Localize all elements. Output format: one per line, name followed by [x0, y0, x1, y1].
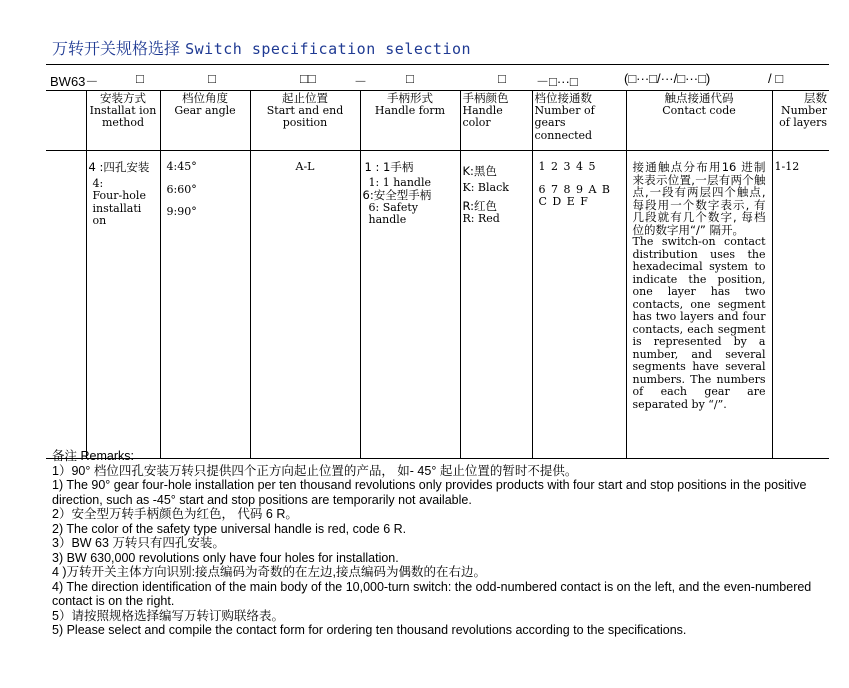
cell-color: K:黑色 K: Black R:红色 R: Red: [460, 151, 532, 459]
remarks-heading: 备注 Remarks:: [52, 449, 134, 463]
remark-line: 1) The 90° gear four-hole installation per ten thousand revolutions only provides products with four start and stop positions in the positive direction, such as -45° start and stop positions are temporarily not available.: [52, 478, 807, 507]
model-code-line: [46, 71, 829, 89]
header-install: 安装方式 Installat ion method: [86, 90, 160, 151]
cell-gears: 1 2 3 4 5 6 7 8 9 A B C D E F: [532, 151, 626, 459]
header-handle: 手柄形式 Handle form: [360, 90, 460, 151]
code-box-contact: (□···□/···/□···□): [624, 71, 711, 86]
code-box-handle: □: [406, 71, 414, 86]
table-row: [46, 151, 829, 459]
remark-line: 5）请按照规格选择编写万转订购联络表。: [52, 608, 284, 623]
header-layers: 层数 Number of layers: [772, 90, 829, 151]
cell-layers: 1-12: [772, 151, 829, 459]
title-en: Switch specification selection: [185, 40, 472, 58]
cell-blank: [46, 151, 86, 459]
header-gears: 档位接通数 Number of gears connected: [532, 90, 626, 151]
cell-install: 4 :四孔安装 4: Four-hole installati on: [86, 151, 160, 459]
code-box-layers: / □: [768, 71, 784, 86]
remark-line: 3) BW 630,000 revolutions only have four holes for installation.: [52, 550, 399, 565]
cell-position: A-L: [250, 151, 360, 459]
table-header-row: [46, 90, 829, 151]
remark-line: 2）安全型万转手柄颜色为红色， 代码 6 R。: [52, 507, 298, 521]
header-position: 起止位置 Start and end position: [250, 90, 360, 151]
top-rule: [46, 64, 829, 65]
cell-handle: 1 : 1手柄 1: 1 handle 6:安全型手柄 6: Safety handle: [360, 151, 460, 459]
header-contact: 触点接通代码 Contact code: [626, 90, 772, 151]
code-box-gears: －□···□: [536, 74, 578, 89]
code-box-install: □: [136, 71, 144, 86]
spec-table: [46, 90, 829, 459]
remark-line: 3）BW 63 万转只有四孔安装。: [52, 536, 225, 550]
page-title: [52, 36, 471, 59]
header-color: 手柄颜色 Handle color: [460, 90, 532, 151]
remark-line: 1）90° 档位四孔安装万转只提供四个正方向起止位置的产品， 如- 45° 起止位置的暂时不提供。: [52, 463, 578, 478]
code-box-angle: □: [208, 71, 216, 86]
code-prefix: BW63－: [50, 74, 99, 89]
header-blank: [46, 90, 86, 151]
title-zh: 万转开关规格选择: [52, 39, 181, 58]
header-angle: 档位角度 Gear angle: [160, 90, 250, 151]
code-box-position: □□: [300, 71, 316, 86]
cell-contact: 接通触点分布用16 进制来表示位置,一层有两个触点,一段有两层四个触点,每段用一个数字表示, 有几段就有几个数字, 每档位的数字用“/” 隔开。 The switch-on contact distribution uses the hexadecimal system to indicate the position, one layer has two contacts, one segment has two layers and four contacts, each segment is represented by a number, and several segments have several numbers. The numbers of each gear are separated by “/”.: [626, 151, 772, 459]
remark-line: 2) The color of the safety type universal handle is red, code 6 R.: [52, 521, 407, 536]
remarks: [52, 449, 822, 638]
code-dash: －: [354, 74, 368, 89]
remark-line: 4 )万转开关主体方向识别:接点编码为奇数的在左边,接点编码为偶数的在右边。: [52, 565, 487, 579]
code-box-color: □: [498, 71, 506, 86]
remark-line: 4) The direction identification of the main body of the 10,000-turn switch: the odd-numbered contact is on the left, and the even-numbered contact is on the right.: [52, 579, 812, 608]
remark-line: 5) Please select and compile the contact form for ordering ten thousand revolutions according to the specifications.: [52, 623, 687, 637]
cell-angle: 4:45° 6:60° 9:90°: [160, 151, 250, 459]
